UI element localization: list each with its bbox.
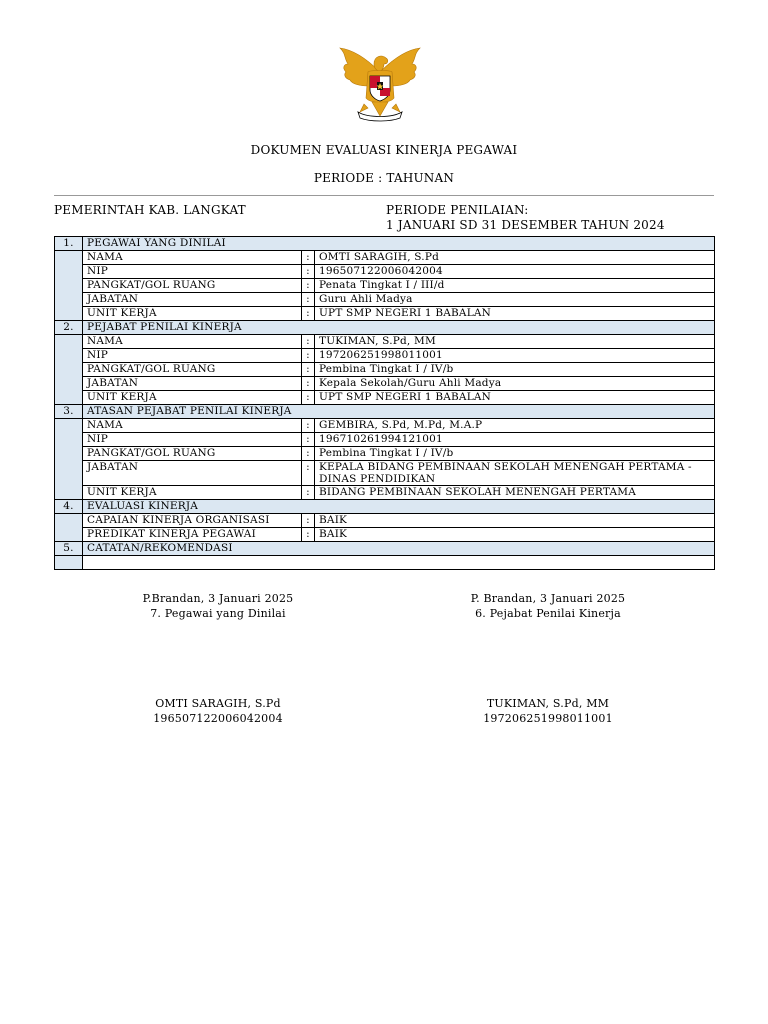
notes-cell [83, 556, 715, 570]
table-row [55, 335, 715, 349]
notes-row [55, 556, 715, 570]
field-value: TUKIMAN, S.Pd, MM [315, 335, 715, 349]
table-row [55, 419, 715, 433]
period-label: PERIODE PENILAIAN: [386, 203, 529, 217]
field-value: BIDANG PEMBINAAN SEKOLAH MENENGAH PERTAMA [315, 486, 715, 500]
colon: : [302, 461, 315, 486]
table-row [55, 528, 715, 542]
field-label: PANGKAT/GOL RUANG [83, 447, 302, 461]
table-row [55, 349, 715, 363]
field-value: Pembina Tingkat I / IV/b [315, 447, 715, 461]
assessment-period [386, 203, 665, 232]
section-gutter [55, 251, 83, 321]
signature-role: 6. Pejabat Penilai Kinerja [475, 607, 621, 620]
colon: : [302, 335, 315, 349]
colon: : [302, 528, 315, 542]
table-row [55, 433, 715, 447]
table-row [55, 293, 715, 307]
colon: : [302, 307, 315, 321]
field-label: PANGKAT/GOL RUANG [83, 279, 302, 293]
field-label: NIP [83, 433, 302, 447]
signature-left-name-block [118, 696, 318, 726]
divider [54, 195, 714, 196]
table-row [55, 265, 715, 279]
table-row [55, 447, 715, 461]
field-label: UNIT KERJA [83, 307, 302, 321]
table-row [55, 251, 715, 265]
field-value: Penata Tingkat I / III/d [315, 279, 715, 293]
table-row [55, 363, 715, 377]
colon: : [302, 447, 315, 461]
section-header-row [55, 500, 715, 514]
colon: : [302, 514, 315, 528]
field-label: PANGKAT/GOL RUANG [83, 363, 302, 377]
colon: : [302, 433, 315, 447]
colon: : [302, 349, 315, 363]
evaluation-table [54, 236, 715, 570]
section-number: 2. [55, 321, 83, 335]
field-value: 196507122006042004 [315, 265, 715, 279]
section-number: 3. [55, 405, 83, 419]
field-label: JABATAN [83, 377, 302, 391]
colon: : [302, 419, 315, 433]
signature-right-name-block [448, 696, 648, 726]
field-label: NIP [83, 265, 302, 279]
colon: : [302, 391, 315, 405]
field-label: UNIT KERJA [83, 486, 302, 500]
table-row [55, 391, 715, 405]
field-value: Guru Ahli Madya [315, 293, 715, 307]
signature-role: 7. Pegawai yang Dinilai [150, 607, 286, 620]
section-gutter [55, 556, 83, 570]
field-value: 197206251998011001 [315, 349, 715, 363]
section-title: PEGAWAI YANG DINILAI [83, 237, 715, 251]
field-value: Pembina Tingkat I / IV/b [315, 363, 715, 377]
table-row [55, 377, 715, 391]
colon: : [302, 293, 315, 307]
colon: : [302, 377, 315, 391]
field-value: UPT SMP NEGERI 1 BABALAN [315, 391, 715, 405]
colon: : [302, 486, 315, 500]
section-header-row [55, 405, 715, 419]
field-label: NAMA [83, 419, 302, 433]
section-number: 1. [55, 237, 83, 251]
section-number: 4. [55, 500, 83, 514]
field-value: OMTI SARAGIH, S.Pd [315, 251, 715, 265]
garuda-emblem-icon [334, 42, 426, 124]
field-label: UNIT KERJA [83, 391, 302, 405]
period-range: 1 JANUARI SD 31 DESEMBER TAHUN 2024 [386, 218, 665, 232]
field-value: GEMBIRA, S.Pd, M.Pd, M.A.P [315, 419, 715, 433]
section-title: PEJABAT PENILAI KINERJA [83, 321, 715, 335]
field-label: NAMA [83, 335, 302, 349]
section-title: ATASAN PEJABAT PENILAI KINERJA [83, 405, 715, 419]
field-value: Kepala Sekolah/Guru Ahli Madya [315, 377, 715, 391]
field-label: CAPAIAN KINERJA ORGANISASI [83, 514, 302, 528]
signature-left-header [118, 591, 318, 621]
organization-name: PEMERINTAH KAB. LANGKAT [54, 203, 246, 217]
section-title: EVALUASI KINERJA [83, 500, 715, 514]
colon: : [302, 279, 315, 293]
section-gutter [55, 514, 83, 542]
section-header-row [55, 237, 715, 251]
field-label: NAMA [83, 251, 302, 265]
section-gutter [55, 419, 83, 500]
colon: : [302, 363, 315, 377]
signatory-name: OMTI SARAGIH, S.Pd [155, 697, 281, 710]
signatory-name: TUKIMAN, S.Pd, MM [486, 697, 610, 710]
signatory-nip: 196507122006042004 [153, 712, 283, 725]
field-label: NIP [83, 349, 302, 363]
section-number: 5. [55, 542, 83, 556]
signature-place-date: P. Brandan, 3 Januari 2025 [470, 592, 626, 605]
field-label: JABATAN [83, 293, 302, 307]
table-row [55, 461, 715, 486]
table-row [55, 514, 715, 528]
field-label: JABATAN [83, 461, 302, 486]
document-title: DOKUMEN EVALUASI KINERJA PEGAWAI [250, 143, 518, 157]
field-value: BAIK [315, 514, 715, 528]
section-header-row [55, 542, 715, 556]
signature-right-header [448, 591, 648, 621]
table-row [55, 486, 715, 500]
field-value: BAIK [315, 528, 715, 542]
signatory-nip: 197206251998011001 [483, 712, 613, 725]
field-value: 196710261994121001 [315, 433, 715, 447]
section-header-row [55, 321, 715, 335]
signature-place-date: P.Brandan, 3 Januari 2025 [142, 592, 294, 605]
field-value: KEPALA BIDANG PEMBINAAN SEKOLAH MENENGAH PERTAMA - DINAS PENDIDIKAN [315, 461, 715, 486]
section-title: CATATAN/REKOMENDASI [83, 542, 715, 556]
table-row [55, 307, 715, 321]
colon: : [302, 265, 315, 279]
section-gutter [55, 335, 83, 405]
table-row [55, 279, 715, 293]
period-type: PERIODE : TAHUNAN [313, 171, 455, 185]
colon: : [302, 251, 315, 265]
field-label: PREDIKAT KINERJA PEGAWAI [83, 528, 302, 542]
field-value: UPT SMP NEGERI 1 BABALAN [315, 307, 715, 321]
